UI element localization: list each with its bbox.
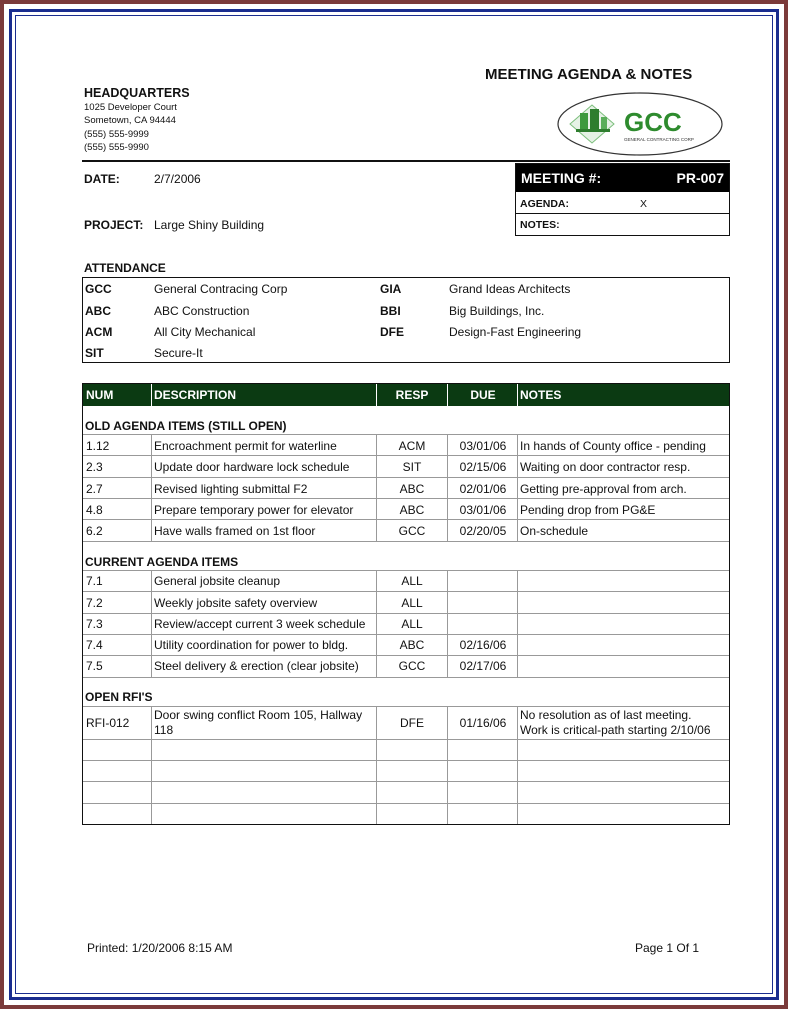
cell-description: Utility coordination for power to bldg. — [154, 638, 349, 652]
cell-num: 2.3 — [86, 460, 103, 474]
hq-address2: Sometown, CA 94444 — [84, 115, 176, 126]
attendee-code: BBI — [380, 304, 401, 318]
cell-description: Have walls framed on 1st floor — [154, 524, 316, 538]
gcc-logo — [556, 91, 724, 157]
attendee-code: SIT — [85, 346, 104, 360]
header-separator — [517, 384, 518, 406]
attendee-code: ACM — [85, 325, 113, 339]
attendee-name: Secure-It — [154, 346, 203, 360]
meeting-header — [516, 164, 729, 192]
cell-notes: Getting pre-approval from arch. — [520, 482, 687, 496]
attendee-name: General Contracing Corp — [154, 282, 288, 296]
col-resp-header: RESP — [395, 388, 429, 402]
row-line — [83, 760, 729, 761]
row-line — [83, 477, 729, 478]
row-line — [83, 655, 729, 656]
date-value: 2/7/2006 — [154, 172, 201, 186]
cell-num: RFI-012 — [86, 716, 130, 730]
document-title: MEETING AGENDA & NOTES — [485, 66, 693, 83]
col-divider — [151, 434, 152, 542]
attendee-code: DFE — [380, 325, 404, 339]
row-line — [83, 591, 729, 592]
attendee-code: GIA — [380, 282, 402, 296]
cell-due: 02/01/06 — [459, 482, 507, 496]
cell-description: Review/accept current 3 week schedule — [154, 617, 366, 631]
row-line — [83, 677, 729, 678]
col-divider — [151, 570, 152, 678]
cell-resp: ABC — [399, 638, 425, 652]
cell-resp: ALL — [401, 574, 423, 588]
page-number: Page 1 Of 1 — [635, 941, 700, 955]
cell-due: 02/17/06 — [459, 659, 507, 673]
cell-due: 01/16/06 — [459, 716, 507, 730]
logo-tagline: GENERAL CONTRACTING CORP — [624, 137, 694, 142]
cell-num: 6.2 — [86, 524, 103, 538]
cell-resp: ALL — [401, 617, 423, 631]
cell-notes: Pending drop from PG&E — [520, 503, 656, 517]
attendee-code: ABC — [85, 304, 111, 318]
cell-num: 7.2 — [86, 596, 103, 610]
meeting-divider — [516, 213, 729, 214]
row-line — [83, 803, 729, 804]
row-line — [83, 634, 729, 635]
attendance-box — [82, 277, 730, 363]
cell-notes: On-schedule — [520, 524, 589, 538]
attendee-code: GCC — [85, 282, 112, 296]
logo-name: GCC — [624, 107, 682, 137]
cell-num: 7.1 — [86, 574, 103, 588]
cell-due: 02/15/06 — [459, 460, 507, 474]
agenda-label: AGENDA: — [520, 198, 569, 210]
agenda-mark: X — [640, 198, 648, 210]
cell-description-line2: 118 — [154, 723, 174, 737]
section-title: OPEN RFI'S — [85, 690, 153, 704]
row-line — [83, 739, 729, 740]
cell-resp: SIT — [402, 460, 422, 474]
section-title: OLD AGENDA ITEMS (STILL OPEN) — [85, 419, 287, 433]
cell-num: 7.5 — [86, 659, 103, 673]
row-line — [83, 455, 729, 456]
row-line — [83, 706, 729, 707]
header-rule — [82, 160, 730, 162]
meeting-number: PR-007 — [676, 170, 724, 186]
hq-phone1: (555) 555-9999 — [84, 129, 149, 140]
table-header — [83, 384, 729, 406]
date-label: DATE: — [84, 172, 120, 186]
cell-due: 03/01/06 — [459, 439, 507, 453]
hq-phone2: (555) 555-9990 — [84, 142, 149, 153]
attendee-name: Big Buildings, Inc. — [449, 304, 545, 318]
cell-description: Steel delivery & erection (clear jobsite) — [154, 659, 359, 673]
cell-due: 02/16/06 — [459, 638, 507, 652]
header-separator — [151, 384, 152, 406]
cell-due: 02/20/05 — [459, 524, 507, 538]
cell-description: Encroachment permit for waterline — [154, 439, 337, 453]
cell-resp: ABC — [399, 482, 425, 496]
row-line — [83, 519, 729, 520]
row-line — [83, 781, 729, 782]
row-line — [83, 434, 729, 435]
cell-description: General jobsite cleanup — [154, 574, 281, 588]
col-divider — [151, 706, 152, 824]
row-line — [83, 613, 729, 614]
col-num-header: NUM — [86, 388, 114, 402]
cell-resp: ACM — [398, 439, 426, 453]
col-due-header: DUE — [470, 388, 496, 402]
cell-resp: GCC — [398, 524, 426, 538]
notes-label: NOTES: — [520, 219, 560, 231]
attendee-name: Design-Fast Engineering — [449, 325, 582, 339]
hq-title: HEADQUARTERS — [84, 86, 190, 100]
agenda-table — [82, 383, 730, 825]
cell-notes-line2: Work is critical-path starting 2/10/06 — [520, 723, 711, 737]
cell-notes: In hands of County office - pending — [520, 439, 706, 453]
cell-num: 4.8 — [86, 503, 103, 517]
cell-due: 03/01/06 — [459, 503, 507, 517]
project-label: PROJECT: — [84, 218, 144, 232]
project-value: Large Shiny Building — [154, 218, 265, 232]
meeting-box — [515, 163, 730, 236]
cell-description: Revised lighting submittal F2 — [154, 482, 308, 496]
cell-resp: ABC — [399, 503, 425, 517]
cell-num: 7.4 — [86, 638, 103, 652]
cell-notes: No resolution as of last meeting. — [520, 708, 692, 722]
cell-description: Weekly jobsite safety overview — [154, 596, 318, 610]
row-line — [83, 541, 729, 542]
cell-num: 2.7 — [86, 482, 103, 496]
attendee-name: Grand Ideas Architects — [449, 282, 571, 296]
printed-timestamp: Printed: 1/20/2006 8:15 AM — [87, 941, 233, 955]
cell-description: Update door hardware lock schedule — [154, 460, 350, 474]
cell-description: Prepare temporary power for elevator — [154, 503, 354, 517]
section-title: CURRENT AGENDA ITEMS — [85, 555, 239, 569]
cell-description: Door swing conflict Room 105, Hallway — [154, 708, 363, 722]
row-line — [83, 570, 729, 571]
cell-resp: DFE — [400, 716, 424, 730]
col-notes-header: NOTES — [520, 388, 562, 402]
attendee-name: All City Mechanical — [154, 325, 256, 339]
meeting-label: MEETING #: — [521, 170, 602, 186]
row-line — [83, 498, 729, 499]
cell-resp: GCC — [398, 659, 426, 673]
cell-notes: Waiting on door contractor resp. — [520, 460, 691, 474]
hq-address1: 1025 Developer Court — [84, 102, 177, 113]
attendee-name: ABC Construction — [154, 304, 250, 318]
cell-num: 1.12 — [86, 439, 110, 453]
cell-resp: ALL — [401, 596, 423, 610]
cell-num: 7.3 — [86, 617, 103, 631]
col-description-header: DESCRIPTION — [154, 388, 237, 402]
attendance-title: ATTENDANCE — [84, 261, 166, 275]
